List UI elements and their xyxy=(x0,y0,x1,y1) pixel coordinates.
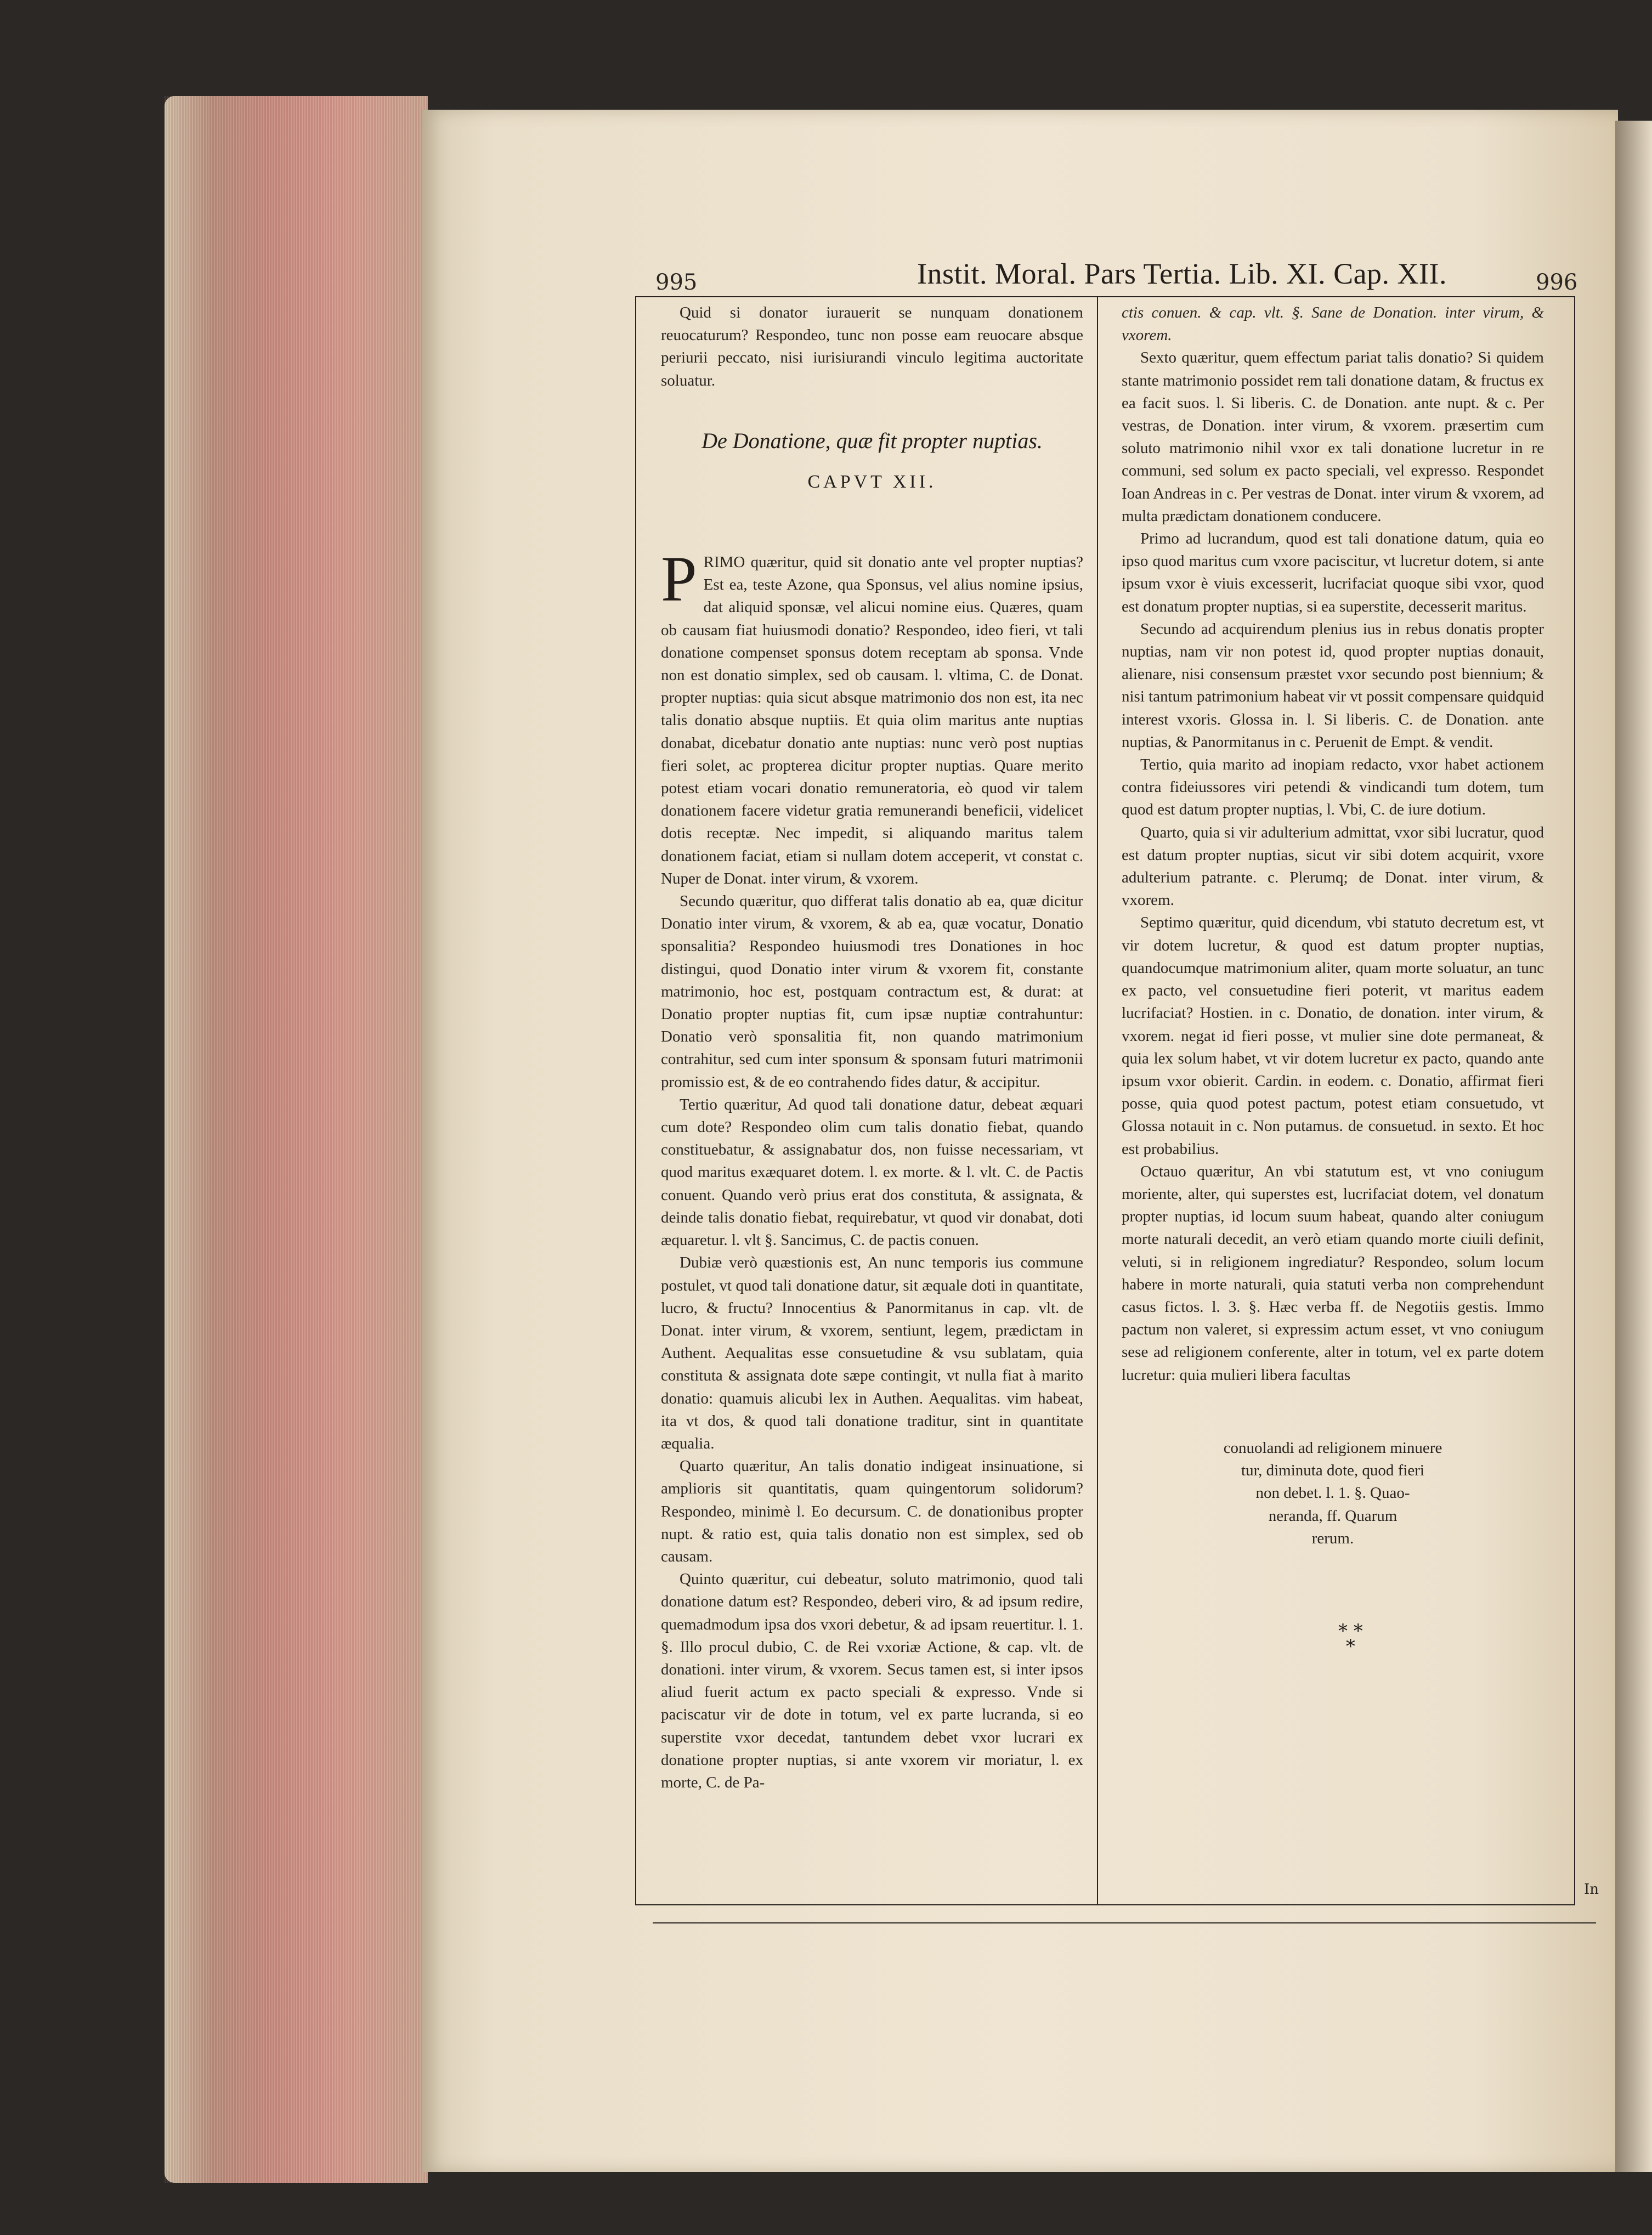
paragraph: Secundo ad acquirendum plenius ius in rebus donatis propter nuptias, nam vir non potest id, quod propter nuptias donauit, alienare, nisi consensum præstet vxor secundo post biennium; & nisi tantum patrimonium habeat vir vt possit compensare quidquid interest vxoris. Glossa in. l. Si liberis. C. de Donation. ante nuptias, & Panormitanus in c. Peruenit de Empt. & vendit. xyxy=(1122,620,1544,751)
paragraph xyxy=(661,543,1083,890)
left-column xyxy=(661,543,1083,1794)
ornament-asterisks: * * * xyxy=(1338,1620,1363,1657)
page-number-left: 995 xyxy=(655,270,698,295)
tail-line: tur, diminuta dote, quod fieri xyxy=(1241,1462,1424,1480)
paragraph: ctis conuen. & cap. vlt. §. Sane de Donation. inter virum, & vxorem. xyxy=(1122,304,1544,344)
catchword: In xyxy=(1584,1881,1599,1898)
paragraph: Octauo quæritur, An vbi statutum est, vt vno coniugum moriente, alter, qui superstes est, lucrifaciat dotem, vel donatum propter nuptias, id locum suum habeat, quando alter coniugum morte naturali decedit, an verò etiam quando morte ciuili definit, veluti, si in religionem ingrediatur? Respondeo, solum locum habere in morte naturali, quia statuti verba non comprehendunt casus fictos. l. 3. §. Hæc verba ff. de Negotiis gestis. Immo pactum non valeret, si expressim actum esset, vt vno coniugum sese ad religionem conferente, alter in totum, vel ex parte dotem lucretur: quia mulieri libera facultas xyxy=(1122,1162,1544,1384)
tail-line: rerum. xyxy=(1311,1529,1354,1547)
column-divider xyxy=(1097,296,1098,1904)
paragraph: Quid si donator iurauerit se nunquam donationem reuocaturum? Respondeo, tunc non posse eam reuocare absque periurii peccato, nisi iurisiurandi vinculo legitima auctoritate soluatur. xyxy=(661,304,1083,389)
running-title: Instit. Moral. Pars Tertia. Lib. XI. Cap. XII. xyxy=(916,257,1447,290)
drop-capital: P xyxy=(661,543,697,615)
paragraph: Dubiæ verò quæstionis est, An nunc temporis ius commune postulet, vt quod tali donatione datur, sit æquale doti in quantitate, lucro, & fructu? Innocentius & Panormitanus in cap. vlt. de Donat. inter virum, & vxorem, sentiunt, legem, prædictam in Authent. Aequalitas esse consuetudine & vsu sublatam, quia constituta & assignata dote sæpe contingit, vt nulla fiat à marito donatio: quamuis alicubi lex in Authen. Aequalitas. vim habeat, ita vt dos, & quod tali donatione traditur, sint in quantitate æqualia. xyxy=(661,1254,1083,1452)
tail-line: neranda, ff. Quarum xyxy=(1268,1507,1398,1525)
paragraph: Tertio quæritur, Ad quod tali donatione datur, debeat æquari cum dote? Respondeo olim cum talis donatio fiebat, quando constituebatur, & assignabatur dos, non fuisse necessariam, vt quod maritus exæquaret dotem. l. ex morte. & l. vlt. C. de Pactis conuent. Quando verò prius erat dos constituta, & assignata, & deinde talis donatio fiebat, requirebatur, vt quod vir donabat, doti æquaretur. l. vlt §. Sancimus, C. de pactis conuen. xyxy=(661,1095,1083,1249)
bottom-rule xyxy=(653,1922,1596,1923)
right-column xyxy=(1122,302,1544,1387)
paragraph: Quinto quæritur, cui debeatur, soluto matrimonio, quod tali donatione datum est? Respondeo, deberi viro, & ad ipsum redire, quemadmodum ipsa dos vxori debetur, & ad ipsam reuertitur. l. 1. §. Illo procul dubio, C. de Rei vxoriæ Actione, & cap. vlt. de donationi. inter virum, & vxorem. Secus tamen est, si inter ipsos aliud fuerit actum ex pacto speciali & expresso. Vnde si paciscatur vir de dote in totum, vel ex parte lucranda, si eo superstite vxor decedat, tantundem debet vxor lucrari ex donatione propter nuptias, si ante vxorem vir moriatur, l. ex morte, C. de Pa- xyxy=(661,1570,1083,1791)
paragraph: Quarto quæritur, An talis donatio indigeat insinuatione, si amplioris sit quantitatis, quam quingentorum solidorum? Respondeo, minimè l. Eo decursum. C. de donationibus propter nupt. & ratio est, quia talis donatio non est simplex, sed ob causam. xyxy=(661,1457,1083,1565)
book-fore-edge xyxy=(165,96,428,2183)
paragraph: Secundo quæritur, quo differat talis donatio ab ea, quæ dicitur Donatio inter virum, & vxorem, & ab ea, quæ vocatur, Donatio sponsalitia? Respondeo huiusmodi tres Donationes in hoc distingui, quod Donatio inter virum & vxorem fit, constante matrimonio, hoc est, postquam contractum est, & durat: at Donatio propter nuptias fit, cum ipsæ nuptiæ contrahuntur: Donatio verò sponsalitia fit, non quando matrimonium contrahitur, sed cum inter sponsum & sponsam futuri matrimonii promissio est, & de eo contrahendo fides datur, & accipitur. xyxy=(661,892,1083,1091)
facing-page-edge xyxy=(1615,121,1652,2172)
paragraph: Primo ad lucrandum, quod est tali donatione datum, quia eo ipso quod maritus cum vxore paciscitur, vt lucretur dotem, si ante ipsum vxor è viuis excesserit, lucrifaciat quoque sibi vxor, quod est donatum propter nuptias, si ea superstite, decesserit maritus. xyxy=(1122,530,1544,615)
left-column-top xyxy=(661,302,1083,392)
section-title: De Donatione, quæ fit propter nuptias. xyxy=(701,428,1043,453)
tail-line: non debet. l. 1. §. Quao- xyxy=(1255,1484,1410,1502)
paragraph: Tertio, quia marito ad inopiam redacto, vxor habet actionem contra fideiussores viri petendi & vindicandi tum dotem, tum quod est datum propter nuptias, l. Vbi, C. de iure dotium. xyxy=(1122,756,1544,819)
paragraph: Sexto quæritur, quem effectum pariat talis donatio? Si quidem stante matrimonio possidet rem tali donatione datam, & fructus ex ea facit suos. l. Si liberis. C. de Donation. ante nupt. & c. Per vestras, de Donation. inter virum, & vxorem. præsertim cum soluto matrimonio nihil vxor ex tali donatione lucretur in re communi, sed solum ex pacto speciali, vel expresso. Respondet Ioan Andreas in c. Per vestras de Donat. inter virum & vxorem, ad multa prædictam donationem conducere. xyxy=(1122,349,1544,525)
tapered-ending xyxy=(1122,1437,1544,1550)
tail-line: conuolandi ad religionem minuere xyxy=(1223,1439,1442,1457)
paragraph: Septimo quæritur, quid dicendum, vbi statuto decretum est, vt vir dotem lucretur, & quod est datum propter nuptias, quandocumque matrimonium aliter, quam morte soluatur, an tunc ex pacto, vel consuetudine fieri poterit, vt maritus eadem lucrifaciat? Hostien. in c. Donatio, de donation. inter virum, & vxorem. negat id fieri posse, vt mulier sine dote permaneat, & quia lex solum habet, vt vir dotem lucretur ex pacto, quando ante ipsum vxor obierit. Cardin. in eodem. c. Donatio, affirmat fieri posse, quia quod potest pactum, potest etiam consuetudo, vt Glossa notauit in c. Non putamus. de consuetud. in sexto. Et hoc est probabilius. xyxy=(1122,914,1544,1158)
paragraph-text: RIMO quæritur, quid sit donatio ante vel propter nuptias? Est ea, teste Azone, qua Sponsus, vel alius nomine ipsius, dat aliquid sponsæ, vel alicui nomine eius. Quæres, quam ob causam fiat huiusmodi donatio? Respondeo, ideo fieri, vt tali donatione compenset sponsus dotem receptam ab sponsa. Vnde non est donatio simplex, sed ob causam. l. vltima, C. de Donat. propter nuptias: quia sicut absque matrimonio dos non est, ita nec talis donatio absque nuptiis. Et quia olim maritus ante nuptias donabat, dicebatur donatio ante nuptias: nunc verò post nuptias fieri solet, ac propterea dicitur propter nuptias. Quare merito potest etiam vocari donatio remuneratoria, eò quod vir talem donationem facere videtur gratia remunerandi beneficii, videlicet dotis receptæ. Nec impedit, si aliquando maritus talem donationem faciat, etiam si nullam dotem acceperit, vt constat c. Nuper de Donat. inter virum, & vxorem. xyxy=(661,553,1083,887)
chapter-label: CAPVT XII. xyxy=(807,472,937,492)
paragraph: Quarto, quia si vir adulterium admittat, vxor sibi lucratur, quod est datum propter nuptias, sicut vir sibi dotem acquirit, vxore adulterium patrante. c. Plerumq; de Donat. inter virum, & vxorem. xyxy=(1122,823,1544,909)
page-number-right: 996 xyxy=(1536,270,1578,295)
